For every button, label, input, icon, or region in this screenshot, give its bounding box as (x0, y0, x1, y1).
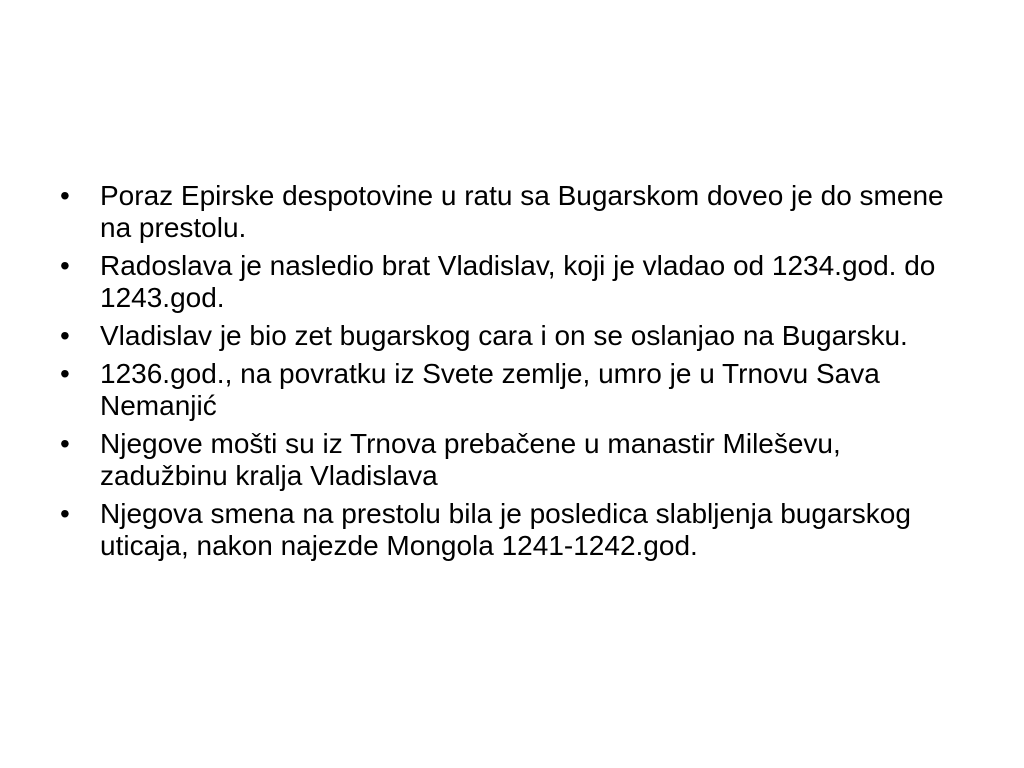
bullet-item (58, 428, 958, 492)
bullet-item (58, 320, 958, 352)
bullet-item (58, 358, 958, 422)
bullet-item (58, 498, 958, 562)
bullet-text: Radoslava je nasledio brat Vladislav, koji je vladao od 1234.god. do 1243.god. (100, 250, 936, 313)
bullet-text: Njegove mošti su iz Trnova prebačene u manastir Mileševu, zadužbinu kralja Vladislava (100, 428, 841, 491)
bullet-item (58, 250, 958, 314)
bullet-dot-icon: • (60, 428, 70, 459)
bullet-dot-icon: • (60, 180, 70, 211)
bullet-list (58, 180, 958, 568)
bullet-text: 1236.god., na povratku iz Svete zemlje, umro je u Trnovu Sava Nemanjić (100, 358, 880, 421)
bullet-dot-icon: • (60, 358, 70, 389)
bullet-text: Vladislav je bio zet bugarskog cara i on se oslanjao na Bugarsku. (100, 320, 908, 351)
bullet-dot-icon: • (60, 250, 70, 281)
bullet-text: Njegova smena na prestolu bila je posledica slabljenja bugarskog uticaja, nakon najezde Mongola 1241-1242.god. (100, 498, 911, 561)
bullet-text: Poraz Epirske despotovine u ratu sa Bugarskom doveo je do smene na prestolu. (100, 180, 944, 243)
bullet-item (58, 180, 958, 244)
bullet-dot-icon: • (60, 320, 70, 351)
bullet-dot-icon: • (60, 498, 70, 529)
